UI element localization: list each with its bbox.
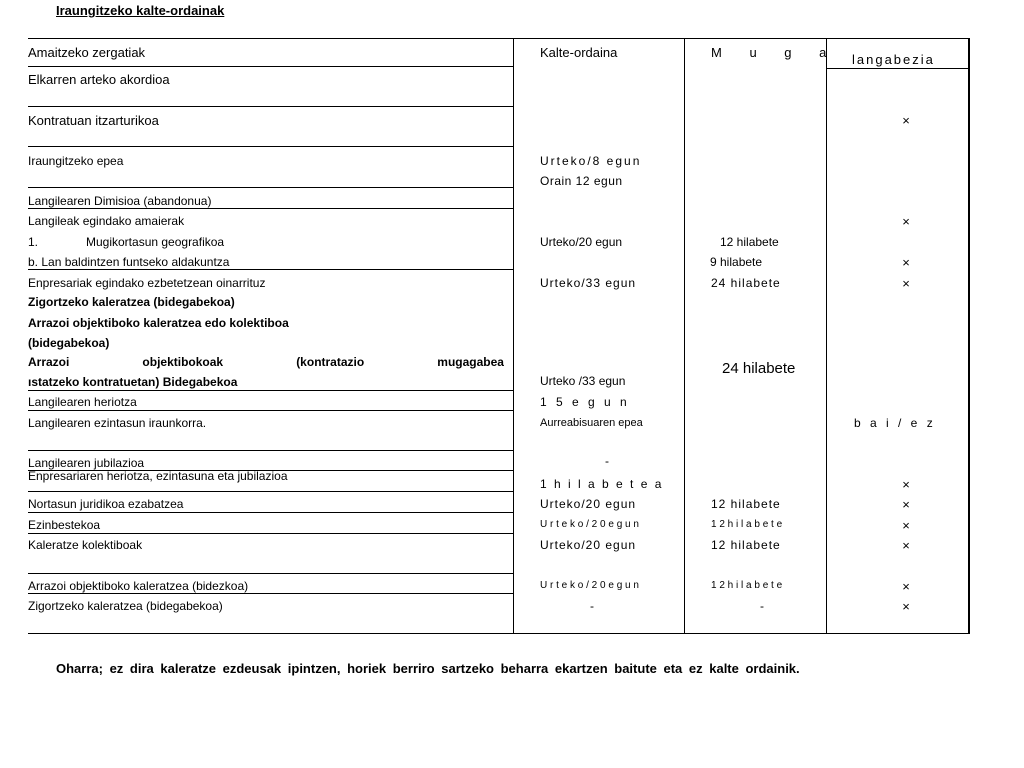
col-divider-1 <box>513 38 514 634</box>
x-mark: × <box>902 518 910 533</box>
kalte-bidegabekoa: Urteko /33 egun <box>540 374 626 388</box>
x-mark: × <box>902 214 910 229</box>
kalte-mugikortasun: Urteko/20 egun <box>540 235 623 249</box>
muga-zigortzeko: - <box>760 599 764 613</box>
muga-lan-baldintzen: 9 hilabete <box>710 255 763 269</box>
header-muga: M u g a <box>711 45 839 60</box>
kalte-orain: Orain 12 egun <box>540 174 623 188</box>
reason-kontratuan: Kontratuan itzarturikoa <box>28 113 159 128</box>
header-langabezia: langabezia <box>852 52 935 67</box>
row-line <box>28 208 514 209</box>
table-border-right <box>968 38 970 634</box>
reason-enpresariak: Enpresariak egindako ezbetetzean oinarrituz <box>28 276 266 290</box>
muga-nortasun: 12 hilabete <box>711 497 781 511</box>
x-mark: × <box>902 538 910 553</box>
reason-bidezkoa: Arrazoi objektiboko kaleratzea (bidezkoa) <box>28 579 249 593</box>
reason-mugikortasun: Mugikortasun geografikoa <box>86 235 225 249</box>
row-line <box>28 512 514 513</box>
table-border-bottom <box>28 633 970 634</box>
word: mugagabea <box>437 355 504 369</box>
x-mark: × <box>902 477 910 492</box>
reason-kontratuetan: ıstatzeko kontratuetan) Bidegabekoa <box>28 375 238 389</box>
reason-bidegabekoa: (bidegabekoa) <box>28 336 110 350</box>
muga-enpresariak: 24 hilabete <box>711 276 781 290</box>
x-mark: × <box>902 113 910 128</box>
muga-bidezkoa: 1 2 h i l a b e t e <box>711 580 783 591</box>
kalte-kolektiboak: Urteko/20 egun <box>540 538 637 552</box>
reason-arrazoi-objektiboko: Arrazoi objektiboko kaleratzea edo kolektiboa <box>28 316 289 330</box>
row-line <box>28 390 514 391</box>
word: (kontratazio <box>296 355 365 369</box>
reason-zigortzeko: Zigortzeko kaleratzea (bidegabekoa) <box>28 295 235 309</box>
reason-epea: Iraungitzeko epea <box>28 154 124 168</box>
word: objektibokoak <box>142 355 224 369</box>
row-line <box>28 269 514 270</box>
reason-arrazoi-objektibokoak <box>28 355 504 369</box>
x-mark: × <box>902 276 910 291</box>
reason-kaleratze-kolektiboak: Kaleratze kolektiboak <box>28 538 143 552</box>
x-mark: × <box>902 599 910 614</box>
kalte-nortasun: Urteko/20 egun <box>540 497 637 511</box>
row-line <box>28 410 514 411</box>
col-divider-3 <box>826 38 827 634</box>
kalte-bidezkoa: U r t e k o / 2 0 e g u n <box>540 580 639 591</box>
x-mark: × <box>902 497 910 512</box>
x-mark: × <box>902 579 910 594</box>
reason-heriotza: Langilearen heriotza <box>28 395 137 409</box>
muga-bidegabekoa: 24 hilabete <box>722 360 796 377</box>
row-line <box>28 187 514 188</box>
header-amaitzeko: Amaitzeko zergatiak <box>28 45 146 60</box>
page-title: Iraungitzeko kalte-ordainak <box>56 3 225 18</box>
kalte-ezinbestekoa: U r t e k o / 2 0 e g u n <box>540 519 639 530</box>
row-line <box>28 491 514 492</box>
table-border-top <box>28 38 970 39</box>
row-line <box>28 146 514 147</box>
reason-jubilazioa: Langilearen jubilazioa <box>28 456 145 470</box>
row-line <box>28 106 514 107</box>
muga-ezinbestekoa: 1 2 h i l a b e t e <box>711 519 783 530</box>
reason-nortasun: Nortasun juridikoa ezabatzea <box>28 497 184 511</box>
row-line <box>28 573 514 574</box>
reason-zigortzeko-2: Zigortzeko kaleratzea (bidegabekoa) <box>28 599 223 613</box>
row-line <box>28 533 514 534</box>
langabezia-bai-ez: b a i / e z <box>854 416 936 430</box>
reason-akordioa: Elkarren arteko akordioa <box>28 72 170 87</box>
reason-dimisioa: Langilearen Dimisioa (abandonua) <box>28 194 212 208</box>
col-divider-2 <box>684 38 685 634</box>
kalte-enpresariak: Urteko/33 egun <box>540 276 637 290</box>
reason-ezinbestekoa: Ezinbestekoa <box>28 518 101 532</box>
reason-enpresariaren: Enpresariaren heriotza, ezintasuna eta jubilazioa <box>28 469 288 483</box>
kalte-jubilazioa: - <box>605 454 609 468</box>
header-divider <box>28 66 514 67</box>
kalte-zigortzeko: - <box>590 599 594 613</box>
x-mark: × <box>902 255 910 270</box>
kalte-enpresariaren: 1 h i l a b e t e a <box>540 477 664 491</box>
header-kalte-ordaina: Kalte-ordaina <box>540 45 618 60</box>
kalte-ezintasun: Aurreabisuaren epea <box>540 417 643 429</box>
kalte-epea: Urteko/8 egun <box>540 154 642 168</box>
reason-ezintasun: Langilearen ezintasun iraunkorra. <box>28 416 207 430</box>
reason-mugikortasun-num: 1. <box>28 235 39 249</box>
note-paragraph: Oharra; ez dira kaleratze ezdeusak ipintzen, horiek berriro sartzeko beharra ekartzen baitute eta ez kalte ordainik. <box>56 661 800 676</box>
header-divider-2 <box>826 68 969 69</box>
reason-lan-baldintzen: b. Lan baldintzen funtseko aldakuntza <box>28 255 230 269</box>
row-line <box>28 593 514 594</box>
muga-kolektiboak: 12 hilabete <box>711 538 781 552</box>
row-line <box>28 450 514 451</box>
muga-mugikortasun: 12 hilabete <box>720 235 779 249</box>
reason-langileak: Langileak egindako amaierak <box>28 214 185 228</box>
kalte-heriotza: 1 5 e g u n <box>540 395 630 409</box>
word: Arrazoi <box>28 355 70 369</box>
